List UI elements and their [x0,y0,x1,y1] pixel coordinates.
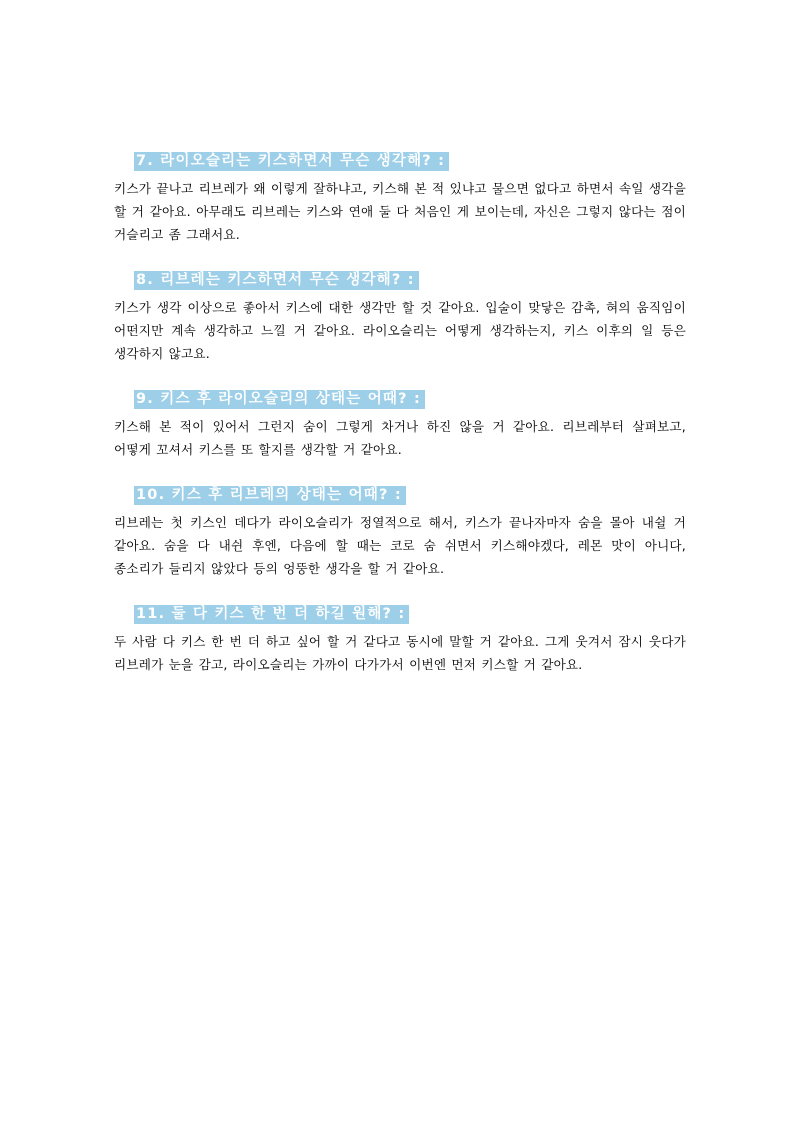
question-heading: 9. 키스 후 라이오슬리의 상태는 어때? : [134,390,425,409]
question-heading: 11. 둘 다 키스 한 번 더 하길 원해? : [134,605,409,624]
answer-paragraph: 두 사람 다 키스 한 번 더 하고 싶어 할 거 같다고 동시에 말할 거 같아요. 그게 웃겨서 잠시 웃다가 리브레가 눈을 감고, 라이오슬리는 가까이 다가가서 이번엔 먼저 키스할 거 같아요. [114,634,686,672]
qa-section-7 [114,150,686,246]
qa-section-10 [114,484,686,580]
qa-section-8 [114,269,686,365]
document-page [114,150,686,699]
answer-paragraph: 리브레는 첫 키스인 데다가 라이오슬리가 정열적으로 해서, 키스가 끝나자마자 숨을 몰아 내쉴 거 같아요. 숨을 다 내쉰 후엔, 다음에 할 때는 코로 숨 쉬면서 키스해야겠다, 레몬 맛이 아니다, 종소리가 들리지 않았다 등의 엉뚱한 생각을 할 거 같아요. [114,515,686,576]
answer-paragraph: 키스해 본 적이 있어서 그런지 숨이 그렇게 차거나 하진 않을 거 같아요. 리브레부터 살펴보고, 어떻게 꼬셔서 키스를 또 할지를 생각할 거 같아요. [114,419,686,457]
answer-paragraph: 키스가 끝나고 리브레가 왜 이렇게 잘하냐고, 키스해 본 적 있냐고 물으면 없다고 하면서 속일 생각을 할 거 같아요. 아무래도 리브레는 키스와 연애 둘 다 처음인 게 보이는데, 자신은 그렇지 않다는 점이 거슬리고 좀 그래서요. [114,181,686,242]
question-heading: 7. 라이오슬리는 키스하면서 무슨 생각해? : [134,152,449,171]
question-heading: 10. 키스 후 리브레의 상태는 어때? : [134,486,406,505]
question-heading: 8. 리브레는 키스하면서 무슨 생각해? : [134,271,419,290]
qa-section-9 [114,388,686,461]
answer-paragraph: 키스가 생각 이상으로 좋아서 키스에 대한 생각만 할 것 같아요. 입술이 맞닿은 감촉, 혀의 움직임이 어떤지만 계속 생각하고 느낄 거 같아요. 라이오슬리는 어떻게 생각하는지, 키스 이후의 일 등은 생각하지 않고요. [114,300,686,361]
qa-section-11 [114,603,686,676]
